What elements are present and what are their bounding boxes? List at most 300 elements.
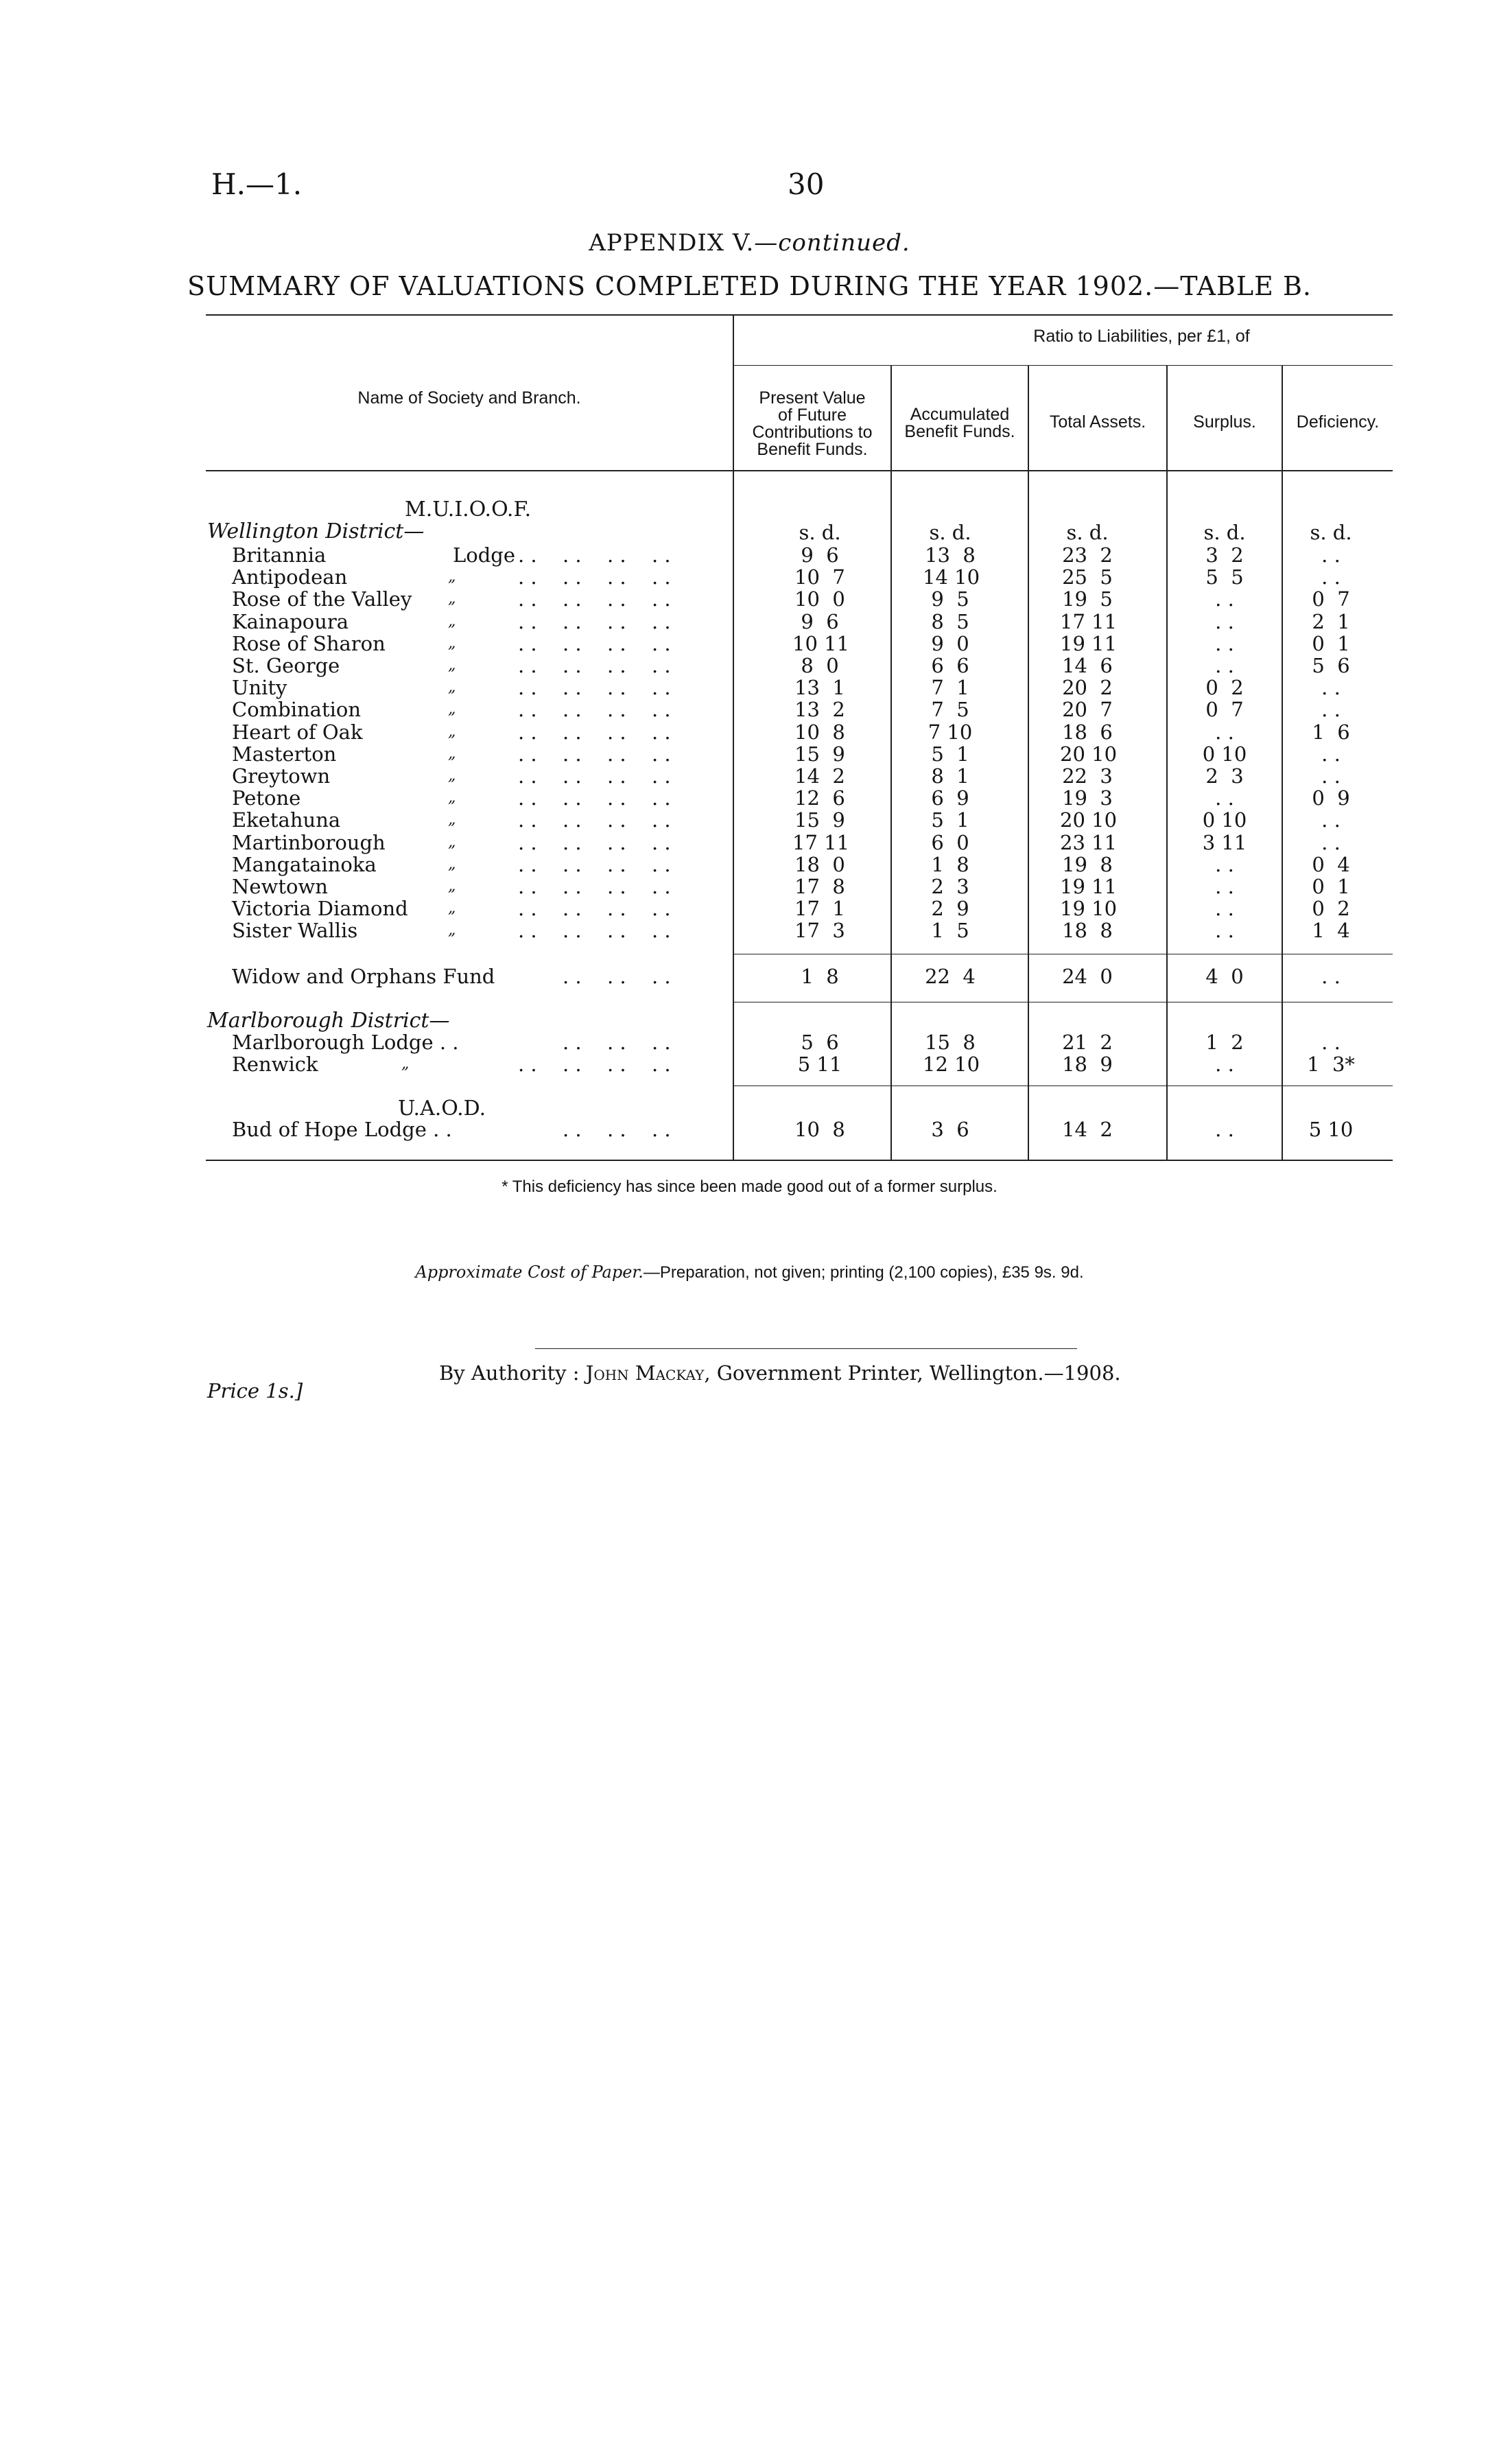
table-row bbox=[206, 876, 1386, 897]
table-row bbox=[206, 655, 1386, 677]
leader-dots: . . bbox=[652, 676, 671, 700]
pv-value: 10 7 bbox=[794, 565, 845, 589]
leader-dots: . . bbox=[563, 676, 582, 700]
sur-value: 4 0 bbox=[1205, 965, 1244, 988]
leader-dots: . . bbox=[518, 808, 537, 832]
leader-dots: . . bbox=[518, 875, 537, 898]
leader-dots: . . bbox=[607, 786, 626, 810]
leader-dots: . . bbox=[652, 742, 671, 766]
branch-name: Renwick bbox=[232, 1053, 318, 1076]
leader-dots: . . bbox=[518, 786, 537, 810]
leader-dots: . . bbox=[563, 830, 582, 854]
sur-value: . . bbox=[1215, 631, 1234, 655]
tot-value: 23 2 bbox=[1062, 543, 1113, 567]
pv-units: s. d. bbox=[799, 521, 841, 544]
pv-value: 10 0 bbox=[794, 587, 845, 611]
leader-dots: . . bbox=[607, 587, 626, 611]
leader-dots: . . bbox=[607, 720, 626, 744]
leader-dots: . . bbox=[563, 1053, 582, 1076]
tot-value: 17 11 bbox=[1060, 609, 1118, 633]
leader-dots: . . bbox=[652, 764, 671, 788]
leader-dots: . . bbox=[518, 698, 537, 722]
branch-name: Rose of Sharon bbox=[232, 631, 386, 655]
total-assets-header: Total Assets. bbox=[1049, 412, 1146, 432]
leader-dots: . . bbox=[607, 742, 626, 766]
acc-value: 7 5 bbox=[931, 698, 969, 722]
table-row bbox=[206, 544, 1386, 566]
leader-dots: . . bbox=[518, 543, 537, 567]
deficiency-footnote: * This deficiency has since been made good out of a former surplus. bbox=[501, 1177, 998, 1196]
leader-dots: . . bbox=[563, 897, 582, 921]
branch-name: Kainapoura bbox=[232, 609, 349, 633]
sur-value: . . bbox=[1215, 1053, 1234, 1076]
pv-value: 17 8 bbox=[794, 875, 845, 898]
leader-dots: . . bbox=[563, 919, 582, 943]
ditto-mark: „ bbox=[401, 1055, 410, 1072]
ditto-mark: „ bbox=[448, 590, 456, 608]
price: Price 1s.] bbox=[207, 1379, 303, 1403]
acc-value: 7 1 bbox=[931, 676, 969, 700]
def-value: . . bbox=[1321, 830, 1341, 854]
leader-dots: . . bbox=[607, 1053, 626, 1076]
leader-dots: . . bbox=[518, 654, 537, 677]
acc-value: 2 3 bbox=[931, 875, 969, 898]
leader-dots: . . bbox=[607, 631, 626, 655]
acc-value: 6 6 bbox=[931, 654, 969, 677]
leader-dots: . . bbox=[652, 654, 671, 677]
acc-value: 9 0 bbox=[931, 631, 969, 655]
header-line: Benefit Funds. bbox=[904, 422, 1015, 441]
name-column-header: Name of Society and Branch. bbox=[357, 388, 581, 408]
tot-value: 14 6 bbox=[1062, 654, 1113, 677]
leader-dots: . . bbox=[607, 965, 626, 988]
pv-value: 10 8 bbox=[794, 1118, 845, 1141]
leader-dots: . . bbox=[652, 565, 671, 589]
leader-dots: . . bbox=[518, 830, 537, 854]
acc-value: 22 4 bbox=[925, 965, 976, 988]
leader-dots: . . bbox=[652, 609, 671, 633]
leader-dots: . . bbox=[607, 764, 626, 788]
leader-dots: . . bbox=[652, 875, 671, 898]
tot-value: 24 0 bbox=[1062, 965, 1113, 988]
header-line: Accumulated bbox=[910, 405, 1010, 424]
leader-dots: . . bbox=[518, 919, 537, 943]
accumulated-header bbox=[892, 406, 1028, 441]
table-row bbox=[206, 633, 1386, 655]
leader-dots: . . bbox=[652, 1031, 671, 1054]
ditto-mark: „ bbox=[448, 900, 456, 917]
leader-dots: . . bbox=[563, 742, 582, 766]
header-line: Benefit Funds. bbox=[757, 440, 868, 459]
leader-dots: . . bbox=[563, 698, 582, 722]
tot-units: s. d. bbox=[1066, 521, 1109, 544]
leader-dots: . . bbox=[652, 1118, 671, 1141]
tot-value: 19 5 bbox=[1062, 587, 1113, 611]
branch-name: Eketahuna bbox=[232, 808, 341, 832]
branch-name: Greytown bbox=[232, 764, 331, 788]
def-value: 1 6 bbox=[1312, 720, 1350, 744]
deficiency-header: Deficiency. bbox=[1296, 412, 1380, 432]
lodge-label: Lodge bbox=[453, 543, 516, 567]
def-value: 0 7 bbox=[1312, 587, 1350, 611]
acc-value: 2 9 bbox=[931, 897, 969, 921]
leader-dots: . . bbox=[607, 875, 626, 898]
leader-dots: . . bbox=[518, 852, 537, 876]
units-row bbox=[206, 521, 1386, 543]
district-name: Wellington District— bbox=[207, 519, 425, 543]
leader-dots: . . bbox=[652, 631, 671, 655]
leader-dots: . . bbox=[563, 852, 582, 876]
leader-dots: . . bbox=[518, 587, 537, 611]
leader-dots: . . bbox=[518, 609, 537, 633]
def-value: . . bbox=[1321, 1031, 1341, 1054]
cost-text: —Preparation, not given; printing (2,100 copies), £35 9s. 9d. bbox=[643, 1263, 1084, 1282]
branch-name: Combination bbox=[232, 698, 362, 722]
branch-name: Sister Wallis bbox=[232, 919, 358, 943]
group-header-rule bbox=[733, 365, 1393, 366]
leader-dots: . . bbox=[563, 808, 582, 832]
ditto-mark: „ bbox=[448, 811, 456, 829]
acc-value: 1 5 bbox=[931, 919, 969, 943]
leader-dots: . . bbox=[652, 919, 671, 943]
branch-name: Bud of Hope Lodge . . bbox=[232, 1118, 452, 1141]
tot-value: 21 2 bbox=[1062, 1031, 1113, 1054]
surplus-header: Surplus. bbox=[1193, 412, 1256, 432]
pv-value: 10 8 bbox=[794, 720, 845, 744]
leader-dots: . . bbox=[563, 631, 582, 655]
acc-value: 14 10 bbox=[923, 565, 980, 589]
sur-value: 2 3 bbox=[1205, 764, 1244, 788]
table-row bbox=[206, 897, 1386, 919]
acc-value: 1 8 bbox=[931, 852, 969, 876]
leader-dots: . . bbox=[563, 764, 582, 788]
tot-value: 22 3 bbox=[1062, 764, 1113, 788]
tot-value: 18 6 bbox=[1062, 720, 1113, 744]
society-name: U.A.O.D. bbox=[398, 1096, 486, 1120]
branch-name: Victoria Diamond bbox=[232, 897, 408, 921]
ditto-mark: „ bbox=[448, 855, 456, 873]
leader-dots: . . bbox=[652, 698, 671, 722]
def-value: . . bbox=[1321, 764, 1341, 788]
tot-value: 18 8 bbox=[1062, 919, 1113, 943]
ditto-mark: „ bbox=[448, 612, 456, 630]
branch-name: St. George bbox=[232, 654, 340, 677]
pv-value: 17 1 bbox=[794, 897, 845, 921]
sur-value: 0 10 bbox=[1202, 742, 1247, 766]
pv-value: 14 2 bbox=[794, 764, 845, 788]
pv-value: 17 3 bbox=[794, 919, 845, 943]
leader-dots: . . bbox=[563, 786, 582, 810]
leader-dots: . . bbox=[607, 1031, 626, 1054]
table-row bbox=[206, 965, 1386, 987]
acc-value: 6 9 bbox=[931, 786, 969, 810]
pv-value: 13 2 bbox=[794, 698, 845, 722]
pv-value: 17 11 bbox=[792, 830, 850, 854]
pv-value: 13 1 bbox=[794, 676, 845, 700]
leader-dots: . . bbox=[563, 565, 582, 589]
ditto-mark: „ bbox=[448, 634, 456, 652]
pv-value: 8 0 bbox=[801, 654, 839, 677]
table-row bbox=[206, 566, 1386, 588]
leader-dots: . . bbox=[518, 764, 537, 788]
acc-value: 8 1 bbox=[931, 764, 969, 788]
table-row bbox=[206, 919, 1386, 941]
tot-value: 19 8 bbox=[1062, 852, 1113, 876]
sur-value: . . bbox=[1215, 786, 1234, 810]
def-value: 0 1 bbox=[1312, 631, 1350, 655]
leader-dots: . . bbox=[607, 897, 626, 921]
table-row bbox=[206, 1031, 1386, 1053]
def-value: 5 10 bbox=[1308, 1118, 1354, 1141]
sur-value: 1 2 bbox=[1205, 1031, 1244, 1054]
branch-name: Newtown bbox=[232, 875, 328, 898]
branch-name: Unity bbox=[232, 676, 287, 700]
def-value: . . bbox=[1321, 676, 1341, 700]
pv-value: 5 11 bbox=[797, 1053, 842, 1076]
table-top-rule bbox=[206, 314, 1393, 316]
acc-value: 5 1 bbox=[931, 742, 969, 766]
sur-value: . . bbox=[1215, 1118, 1234, 1141]
pv-value: 15 9 bbox=[794, 742, 845, 766]
branch-name: Petone bbox=[232, 786, 301, 810]
acc-value: 3 6 bbox=[931, 1118, 969, 1141]
tot-value: 19 11 bbox=[1060, 875, 1118, 898]
sur-value: 0 7 bbox=[1205, 698, 1244, 722]
leader-dots: . . bbox=[518, 631, 537, 655]
leader-dots: . . bbox=[607, 808, 626, 832]
def-value: 2 1 bbox=[1312, 609, 1350, 633]
acc-units: s. d. bbox=[929, 521, 971, 544]
pv-value: 12 6 bbox=[794, 786, 845, 810]
header-line: of Future bbox=[777, 406, 847, 425]
sur-value: 0 2 bbox=[1205, 676, 1244, 700]
authority-prefix: By Authority : bbox=[439, 1361, 586, 1385]
def-value: . . bbox=[1321, 565, 1341, 589]
sur-value: . . bbox=[1215, 875, 1234, 898]
leader-dots: . . bbox=[607, 654, 626, 677]
leader-dots: . . bbox=[563, 654, 582, 677]
cost-of-paper bbox=[0, 1263, 1499, 1282]
leader-dots: . . bbox=[563, 543, 582, 567]
branch-name: Widow and Orphans Fund bbox=[232, 965, 495, 988]
leader-dots: . . bbox=[563, 965, 582, 988]
document-reference: H.—1. bbox=[211, 167, 303, 201]
acc-value: 8 5 bbox=[931, 609, 969, 633]
tot-value: 25 5 bbox=[1062, 565, 1113, 589]
ditto-mark: „ bbox=[448, 723, 456, 740]
def-value: 1 3* bbox=[1307, 1053, 1355, 1076]
authority-rule bbox=[535, 1348, 1077, 1349]
district-name: Marlborough District— bbox=[207, 1009, 450, 1033]
header-line: Contributions to bbox=[752, 423, 873, 442]
leader-dots: . . bbox=[652, 830, 671, 854]
header-bottom-rule bbox=[206, 470, 1393, 471]
leader-dots: . . bbox=[652, 852, 671, 876]
authority-name: John Mackay bbox=[585, 1361, 705, 1385]
pv-value: 9 6 bbox=[801, 543, 839, 567]
leader-dots: . . bbox=[518, 565, 537, 589]
pv-value: 10 11 bbox=[792, 631, 850, 655]
table-row bbox=[206, 588, 1386, 610]
leader-dots: . . bbox=[607, 830, 626, 854]
leader-dots: . . bbox=[652, 587, 671, 611]
leader-dots: . . bbox=[652, 808, 671, 832]
tot-value: 23 11 bbox=[1060, 830, 1118, 854]
pv-value: 18 0 bbox=[794, 852, 845, 876]
table-row bbox=[206, 677, 1386, 699]
sur-value: . . bbox=[1215, 852, 1234, 876]
table-row bbox=[206, 743, 1386, 765]
ditto-mark: „ bbox=[448, 701, 456, 718]
leader-dots: . . bbox=[563, 720, 582, 744]
leader-dots: . . bbox=[563, 875, 582, 898]
tot-value: 20 10 bbox=[1060, 808, 1118, 832]
leader-dots: . . bbox=[652, 1053, 671, 1076]
ditto-mark: „ bbox=[448, 767, 456, 784]
authority-suffix: , Government Printer, Wellington.—1908. bbox=[704, 1361, 1121, 1385]
tot-value: 20 2 bbox=[1062, 676, 1113, 700]
leader-dots: . . bbox=[563, 609, 582, 633]
acc-value: 5 1 bbox=[931, 808, 969, 832]
branch-name: Britannia bbox=[232, 543, 327, 567]
def-value: 0 1 bbox=[1312, 875, 1350, 898]
leader-dots: . . bbox=[563, 1031, 582, 1054]
pv-value: 1 8 bbox=[801, 965, 839, 988]
branch-name: Marlborough Lodge . . bbox=[232, 1031, 459, 1054]
ditto-mark: „ bbox=[448, 568, 456, 586]
ditto-mark: „ bbox=[448, 657, 456, 674]
leader-dots: . . bbox=[518, 742, 537, 766]
def-value: 0 4 bbox=[1312, 852, 1350, 876]
def-value: . . bbox=[1321, 742, 1341, 766]
table-row bbox=[206, 1053, 1386, 1075]
acc-value: 9 5 bbox=[931, 587, 969, 611]
table-row bbox=[206, 809, 1386, 831]
leader-dots: . . bbox=[607, 609, 626, 633]
leader-dots: . . bbox=[607, 565, 626, 589]
leader-dots: . . bbox=[607, 852, 626, 876]
ditto-mark: „ bbox=[448, 789, 456, 807]
table-row bbox=[206, 854, 1386, 876]
acc-value: 13 8 bbox=[925, 543, 976, 567]
sur-value: 3 2 bbox=[1205, 543, 1244, 567]
leader-dots: . . bbox=[518, 720, 537, 744]
leader-dots: . . bbox=[652, 786, 671, 810]
group-header: Ratio to Liabilities, per £1, of bbox=[1033, 327, 1250, 346]
table-row bbox=[206, 832, 1386, 854]
sur-units: s. d. bbox=[1203, 521, 1246, 544]
ditto-mark: „ bbox=[448, 878, 456, 895]
pv-value: 9 6 bbox=[801, 609, 839, 633]
table-row bbox=[206, 765, 1386, 787]
sur-value: 3 11 bbox=[1202, 830, 1247, 854]
def-value: . . bbox=[1321, 543, 1341, 567]
appendix-title: APPENDIX V.— bbox=[589, 229, 779, 257]
leader-dots: . . bbox=[652, 965, 671, 988]
leader-dots: . . bbox=[652, 543, 671, 567]
pv-value: 15 9 bbox=[794, 808, 845, 832]
pv-value: 5 6 bbox=[801, 1031, 839, 1054]
tot-value: 19 10 bbox=[1060, 897, 1118, 921]
def-value: 5 6 bbox=[1312, 654, 1350, 677]
ditto-mark: „ bbox=[448, 833, 456, 851]
ditto-mark: „ bbox=[448, 744, 456, 762]
sur-value: . . bbox=[1215, 720, 1234, 744]
sur-value: . . bbox=[1215, 654, 1234, 677]
tot-value: 14 2 bbox=[1062, 1118, 1113, 1141]
branch-name: Martinborough bbox=[232, 830, 386, 854]
leader-dots: . . bbox=[563, 587, 582, 611]
leader-dots: . . bbox=[607, 543, 626, 567]
ditto-mark: „ bbox=[448, 679, 456, 696]
leader-dots: . . bbox=[563, 1118, 582, 1141]
branch-name: Antipodean bbox=[232, 565, 348, 589]
leader-dots: . . bbox=[607, 919, 626, 943]
leader-dots: . . bbox=[652, 897, 671, 921]
def-value: . . bbox=[1321, 808, 1341, 832]
sur-value: . . bbox=[1215, 919, 1234, 943]
def-value: 1 4 bbox=[1312, 919, 1350, 943]
appendix-heading bbox=[0, 229, 1499, 257]
ditto-mark: „ bbox=[448, 922, 456, 939]
table-row bbox=[206, 787, 1386, 809]
tot-value: 19 3 bbox=[1062, 786, 1113, 810]
table-title: SUMMARY OF VALUATIONS COMPLETED DURING THE YEAR 1902.—TABLE B. bbox=[187, 271, 1312, 301]
def-value: . . bbox=[1321, 698, 1341, 722]
table-row bbox=[206, 699, 1386, 720]
def-value: 0 9 bbox=[1312, 786, 1350, 810]
acc-value: 6 0 bbox=[931, 830, 969, 854]
table-row bbox=[206, 1118, 1386, 1140]
leader-dots: . . bbox=[518, 897, 537, 921]
sur-value: . . bbox=[1215, 609, 1234, 633]
sur-value: 5 5 bbox=[1205, 565, 1244, 589]
authority-line bbox=[439, 1361, 1121, 1385]
acc-value: 15 8 bbox=[925, 1031, 976, 1054]
sur-value: . . bbox=[1215, 897, 1234, 921]
branch-name: Heart of Oak bbox=[232, 720, 363, 744]
branch-name: Masterton bbox=[232, 742, 337, 766]
acc-value: 7 10 bbox=[928, 720, 973, 744]
def-units: s. d. bbox=[1310, 521, 1352, 544]
def-value: . . bbox=[1321, 965, 1341, 988]
tot-value: 18 9 bbox=[1062, 1053, 1113, 1076]
leader-dots: . . bbox=[518, 676, 537, 700]
acc-value: 12 10 bbox=[923, 1053, 980, 1076]
branch-name: Mangatainoka bbox=[232, 852, 377, 876]
page-number: 30 bbox=[788, 167, 825, 201]
cost-label: Approximate Cost of Paper. bbox=[415, 1263, 644, 1282]
society-name: M.U.I.O.O.F. bbox=[405, 497, 532, 521]
leader-dots: . . bbox=[607, 1118, 626, 1141]
leader-dots: . . bbox=[518, 1053, 537, 1076]
leader-dots: . . bbox=[652, 720, 671, 744]
branch-name: Rose of the Valley bbox=[232, 587, 412, 611]
leader-dots: . . bbox=[607, 698, 626, 722]
sur-value: . . bbox=[1215, 587, 1234, 611]
tot-value: 19 11 bbox=[1060, 631, 1118, 655]
sur-value: 0 10 bbox=[1202, 808, 1247, 832]
leader-dots: . . bbox=[607, 676, 626, 700]
tot-value: 20 7 bbox=[1062, 698, 1113, 722]
header-line: Present Value bbox=[759, 388, 866, 408]
appendix-continued: continued. bbox=[778, 229, 910, 257]
def-value: 0 2 bbox=[1312, 897, 1350, 921]
table-bottom-rule bbox=[206, 1160, 1393, 1161]
present-value-header bbox=[734, 390, 890, 458]
table-row bbox=[206, 721, 1386, 743]
table-row bbox=[206, 611, 1386, 633]
